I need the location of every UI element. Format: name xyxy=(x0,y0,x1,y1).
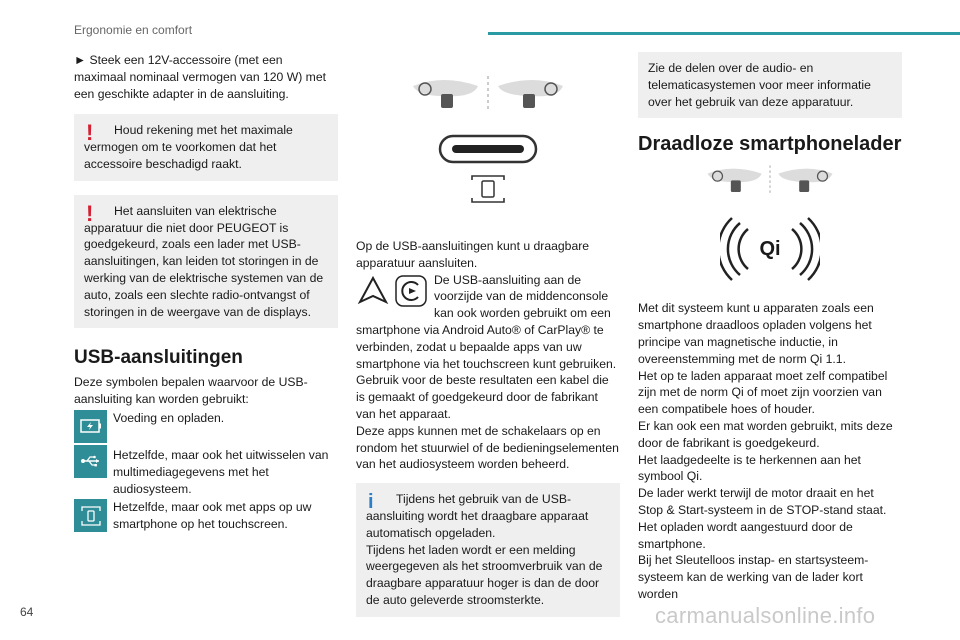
usb-intro: Deze symbolen bepalen waarvoor de USB-aansluiting kan worden gebruikt: xyxy=(74,375,308,407)
warning-icon: ! xyxy=(86,120,94,146)
wireless-paragraph-6: Het opladen wordt aangestuurd door de smartphone. xyxy=(638,519,853,551)
info-text: Tijdens het gebruik van de USB-aansluiting wordt het draagbare apparaat automatisch opgeladen. Tijdens het laden wordt er een melding weergegeven als het stroomverbruik van de draagbare apparatuur hoger is dan de door de auto geleverde stroomsterkte. xyxy=(366,492,603,607)
warning-note-power xyxy=(74,114,338,180)
column-middle xyxy=(356,52,620,627)
wireless-paragraph-4: Het laadgedeelte is te herkennen aan het symbool Qi. xyxy=(638,452,861,484)
warning-text: Houd rekening met het maximale vermogen om te voorkomen dat het accessoire beschadigd raakt. xyxy=(84,123,293,171)
symbol-description: Hetzelfde, maar ook met apps op uw smartphone op het touchscreen. xyxy=(113,500,312,532)
dashboard-location-illustration xyxy=(695,162,845,202)
page-header-title: Ergonomie en comfort xyxy=(74,23,193,37)
symbol-description: Hetzelfde, maar ook het uitwisselen van multimediagegevens met het audiosysteem. xyxy=(113,447,329,496)
wireless-paragraph-5: De lader werkt terwijl de motor draait en het Stop & Start-systeem in de STOP-stand staat. xyxy=(638,486,887,517)
usb-icon xyxy=(74,445,107,478)
usb-paragraph-3: Gebruik voor de beste resultaten een kabel die is gemaakt of goedgekeurd door de fabrikant van het apparaat. xyxy=(356,373,609,421)
dashboard-location-illustration xyxy=(403,72,573,120)
usb-paragraph-2: De USB-aansluiting aan de voorzijde van de middenconsole kan ook worden gebruikt om een smartphone via Android Auto® of CarPlay® te verbinden, zodat u bepaalde apps van uw smartphone via het touchscreen kunt gebruiken. xyxy=(356,272,617,371)
reference-note xyxy=(638,52,902,118)
usb-paragraph-1: Op de USB-aansluitingen kunt u draagbare apparatuur aansluiten. xyxy=(356,239,590,270)
usb-c-port-illustration xyxy=(438,134,538,230)
reference-note-text: Zie de delen over de audio- en telematicasystemen voor meer informatie over het gebruik van deze apparatuur. xyxy=(648,61,871,109)
info-note-charging xyxy=(356,483,620,617)
watermark: carmanualsonline.info xyxy=(655,603,876,628)
battery-charge-icon xyxy=(74,410,107,443)
warning-text: Het aansluiten van elektrische apparatuur die niet door PEUGEOT is goedgekeurd, zoals een lader met USB-aansluitingen, kan leiden tot storingen in de werking van de elektrische systemen van de auto, zoals een slechte radio-ontvangst of storingen in de weergave van de displays. xyxy=(84,203,324,319)
qi-label: Qi xyxy=(759,238,781,261)
warning-note-equipment xyxy=(74,195,338,329)
instruction-bullet: ► Steek een 12V-accessoire (met een maximaal nominaal vermogen van 120 W) met een geschikte adapter in de aansluiting. xyxy=(74,53,326,101)
section-heading-wireless: Draadloze smartphonelader xyxy=(638,133,902,156)
smartphone-mirror-icon xyxy=(74,499,107,532)
wireless-paragraph-2: Het op te laden apparaat moet zelf compatibel zijn met de norm Qi of moet zijn voorzien van een compatibele hoes of houder. xyxy=(638,368,888,417)
page-number: 64 xyxy=(20,605,34,619)
carplay-icon xyxy=(394,274,428,308)
android-auto-icon xyxy=(356,274,390,308)
header-accent-bar xyxy=(488,32,960,35)
info-icon: i xyxy=(368,491,374,514)
symbol-row-charge xyxy=(74,410,338,443)
androidauto-carplay-block xyxy=(356,272,620,373)
symbol-row-usb xyxy=(74,445,338,497)
warning-icon: ! xyxy=(86,200,94,226)
usb-paragraph-4: Deze apps kunnen met de schakelaars op en rondom het stuurwiel of de bedieningselementen van het audiosysteem worden beheerd. xyxy=(356,423,619,472)
column-left xyxy=(74,52,338,535)
section-heading-usb: USB-aansluitingen xyxy=(74,347,243,369)
qi-wireless-icon xyxy=(720,216,820,282)
wireless-paragraph-7: Bij het Sleutelloos instap- en startsysteem-systeem kan de werking van de lader kort worden xyxy=(638,553,869,601)
app-icons xyxy=(356,274,428,308)
column-right xyxy=(638,52,902,603)
symbol-row-mirror xyxy=(74,499,338,533)
wireless-paragraph-3: Er kan ook een mat worden gebruikt, mits deze door de fabrikant is goedgekeurd. xyxy=(638,418,893,450)
wireless-paragraph-1: Met dit systeem kunt u apparaten zoals een smartphone draadloos opladen volgens het principe van magnetische inductie, in overeenstemming met de norm Qi 1.1. xyxy=(638,301,874,366)
symbol-description: Voeding en opladen. xyxy=(113,410,225,425)
